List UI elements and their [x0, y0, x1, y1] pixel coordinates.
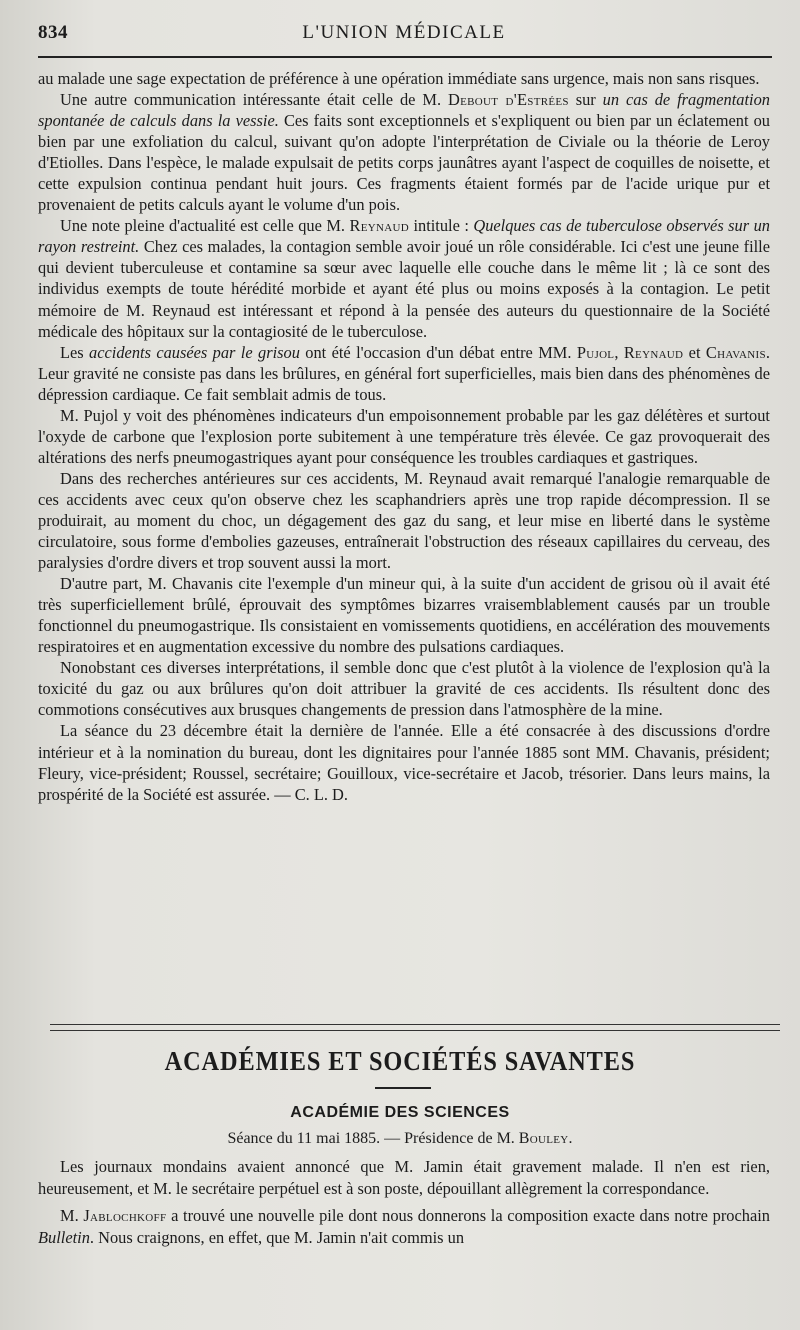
- session-date: Séance du 11 mai 1885. — Présidence de M.: [227, 1130, 519, 1147]
- paragraph-4-text-c: . Leur gravité ne consiste pas dans les brûlures, en général fort superficielles, mais bien dans des phénomènes de dépression cardiaque. Ce fait semblait admis de tous.: [38, 342, 770, 404]
- page-header: [38, 22, 770, 52]
- paper-title-tuberculose: Quelques cas de tuberculose observés sur un rayon restreint.: [38, 216, 770, 257]
- section-divider: [50, 1024, 780, 1031]
- paragraph-1: au malade une sage expectation de préférence à une opération immédiate sans urgence, mais non sans risques.: [38, 69, 760, 88]
- section-body: [38, 1156, 770, 1254]
- paragraph-3-text-b: intitule :: [408, 216, 474, 236]
- author-debout: Debout d'Estrées: [447, 90, 569, 110]
- session-suffix: .: [568, 1130, 573, 1147]
- section-paragraph-2-text: M.: [60, 1206, 84, 1225]
- paragraph-4-text-b: ont été l'occasion d'un débat entre MM.: [299, 342, 577, 362]
- paragraph-2: [38, 89, 770, 215]
- name-chavanis: Chavanis: [705, 342, 766, 362]
- section-paragraph-1: Les journaux mondains avaient annoncé que M. Jamin était gravement malade. Il n'en est rien, heureusement, et M. le secrétaire perpétuel est à son poste, dépouillant allègrement la correspondance.: [38, 1157, 770, 1198]
- author-jablochkoff: Jablochkoff: [83, 1206, 167, 1225]
- name-pujol: Pujol: [576, 342, 615, 362]
- author-reynaud: Reynaud: [349, 216, 409, 236]
- topic-grisou: accidents causées par le grisou: [89, 342, 300, 362]
- paragraph-6: Dans des recherches antérieures sur ces accidents, M. Reynaud avait remarqué l'analogie remarquable de ces accidents avec ceux qu'on observe chez les scaphandriers après une trop rapide décompression. Il se produirait, au moment du choc, un dégagement des gaz du sang, et leur mise en liberté dans le système circulatoire, sous forme d'embolies gazeuses, entraînerait l'obstruction des réseaux capillaires du cerveau, des paralysies d'ordre divers et trop souvent aussi la mort.: [38, 468, 770, 573]
- paragraph-4: [38, 342, 770, 405]
- paragraph-3: [38, 215, 770, 341]
- paragraph-4-text: Les: [60, 342, 90, 362]
- paragraph-2-text-c: Ces faits sont exceptionnels et s'expliquent ou bien par un éclatement ou bien par une exfoliation du calcul, suivant qu'on adopte l'interprétation de Civiale ou la théorie de Leroy d'Etiolles. Dans l'espèce, le malade expulsait de petits corps jaunâtres ayant l'aspect de coquilles de noisette, et cette expulsion continua pendant huit jours. Ces fragments étaient formés par de l'acide urique pur et provenaient de petits calculs ayant le volume d'un pois.: [38, 111, 770, 215]
- paragraph-2-text-b: sur: [568, 90, 603, 110]
- section-paragraph-2: [38, 1205, 770, 1248]
- paragraph-3-text-c: Chez ces malades, la contagion semble avoir joué un rôle considérable. Ici c'est une jeune fille qui devient tuberculeuse et contamine sa sœur avec laquelle elle couche dans le même lit ; là ce sont des individus exempts de toute hérédité morbide et ayant été plus ou moins exposés à la contagion. Le petit mémoire de M. Reynaud est intéressant et répond à la pensée des auteurs du questionnaire de la Société médicale des hôpitaux sur la contagiosité de le tuberculose.: [38, 237, 771, 341]
- section-paragraph-2-text-c: . Nous craignons, en effet, que M. Jamin n'ait commis un: [89, 1227, 465, 1247]
- session-president: Bouley: [518, 1130, 569, 1147]
- header-rule: [38, 56, 772, 58]
- page-number: 834: [38, 22, 68, 43]
- paragraph-9: La séance du 23 décembre était la dernière de l'année. Elle a été consacrée à des discussions d'ordre intérieur et à la nomination du bureau, dont les dignitaires pour l'année 1885 sont MM. Chavanis, président; Fleury, vice-président; Roussel, secrétaire; Gouilloux, vice-secrétaire et Jacob, trésorier. Dans leurs mains, la prospérité de la Société est assurée. — C. L. D.: [38, 721, 770, 804]
- bulletin-title: Bulletin: [38, 1227, 90, 1247]
- paper-title-calculs: un cas de fragmentation spontanée de calculs dans la vessie.: [38, 90, 770, 131]
- paragraph-7: D'autre part, M. Chavanis cite l'exemple d'un mineur qui, à la suite d'un accident de grisou où il avait été très superficiellement brûlé, éprouvait des symptômes bizarres vraisemblablement causés par un trouble fonctionnel du pneumogastrique. Ils consistaient en vomissements quotidiens, en accélération des mouvements respiratoires et en augmentation excessive du nombre des pulsations cardiaques.: [38, 574, 770, 657]
- article-body: [38, 68, 770, 805]
- section-title: ACADÉMIES ET SOCIÉTÉS SAVANTES: [164, 1046, 636, 1076]
- running-head: L'UNION MÉDICALE: [302, 22, 506, 43]
- section-paragraph-2-text-b: a trouvé une nouvelle pile dont nous donnerons la composition exacte dans notre prochain: [166, 1206, 770, 1225]
- separator: ,: [614, 342, 624, 362]
- paragraph-2-text: Une autre communication intéressante était celle de M.: [60, 90, 448, 110]
- subsection-title: ACADÉMIE DES SCIENCES: [290, 1104, 510, 1121]
- title-underline: [375, 1087, 431, 1089]
- conjunction: et: [683, 342, 706, 362]
- session-line: [0, 1130, 800, 1148]
- paragraph-5: M. Pujol y voit des phénomènes indicateurs d'un empoisonnement probable par les gaz délétères et surtout l'oxyde de carbone que l'explosion porte subitement à une température très élevée. Ce gaz provoquerait des altérations des nerfs pneumogastriques ayant pour conséquence les troubles cardiaques et gastriques.: [38, 405, 770, 467]
- name-reynaud: Reynaud: [623, 342, 684, 362]
- paragraph-8: Nonobstant ces diverses interprétations, il semble donc que c'est plutôt à la violence de l'explosion qu'à la toxicité du gaz ou aux brûlures qu'on doit attribuer la gravité de ces accidents. Ils résultent donc des commotions consécutives aux brusques changements de pression dans l'atmosphère de la mine.: [38, 658, 770, 720]
- paragraph-3-text: Une note pleine d'actualité est celle que M.: [60, 216, 350, 236]
